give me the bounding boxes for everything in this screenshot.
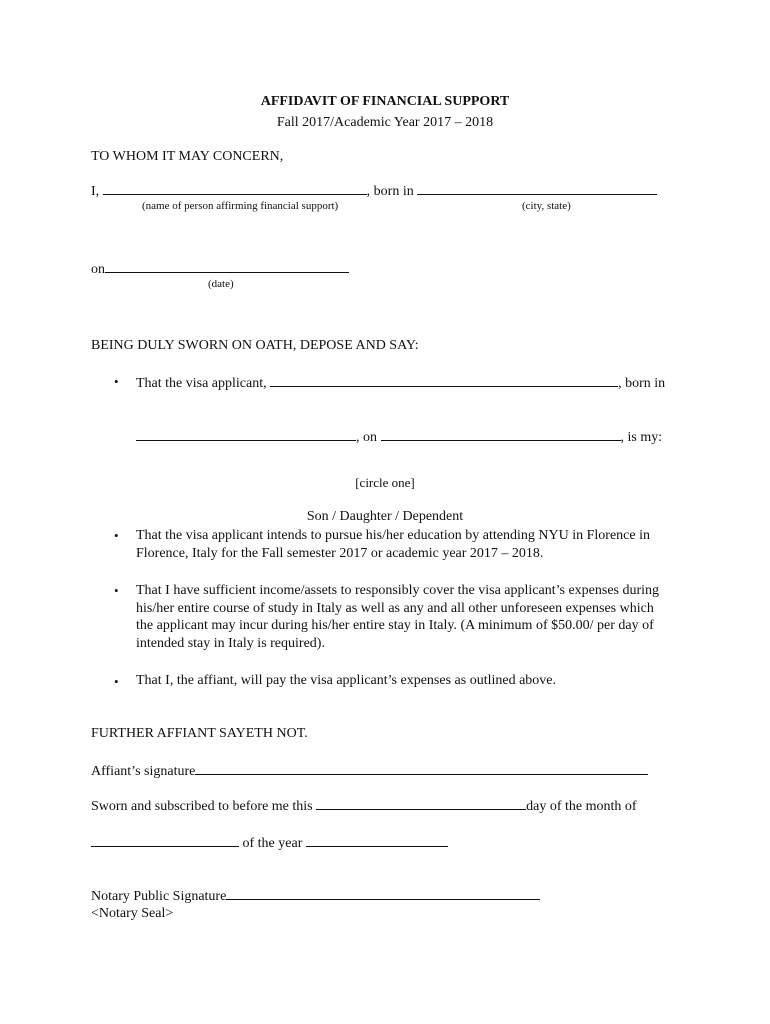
applicant-name-field[interactable] xyxy=(270,374,618,387)
applicant-born-in-text: , born in xyxy=(618,376,666,391)
affirmer-prefix: I, xyxy=(91,184,100,199)
affirmer-line xyxy=(91,182,657,200)
year-field[interactable] xyxy=(306,834,448,847)
bullet-marker: • xyxy=(114,528,119,543)
relationship-text: , is my: xyxy=(620,430,663,445)
city-field-label: (city, state) xyxy=(522,200,571,212)
month-field[interactable] xyxy=(91,834,239,847)
sworn-prefix: Sworn and subscribed to before me this xyxy=(91,799,313,814)
notary-signature-line xyxy=(91,887,540,905)
bullet-marker: • xyxy=(114,674,119,689)
further-text: FURTHER AFFIANT SAYETH NOT. xyxy=(91,726,308,741)
bullet-marker: • xyxy=(114,374,119,389)
month-year-line xyxy=(91,834,448,852)
name-field-label: (name of person affirming financial support) xyxy=(142,200,339,212)
date-prefix: on xyxy=(91,262,105,277)
bullet-payment: That I, the affiant, will pay the visa applicant’s expenses as outlined above. xyxy=(136,673,557,688)
page-subtitle: Fall 2017/Academic Year 2017 – 2018 xyxy=(276,115,494,130)
affiant-signature-field[interactable] xyxy=(195,762,648,775)
date-field-label: (date) xyxy=(208,278,234,290)
affirmer-birthdate-field[interactable] xyxy=(105,260,349,273)
affiant-signature-label: Affiant’s signature xyxy=(91,764,196,779)
notary-signature-field[interactable] xyxy=(226,887,540,900)
circle-one-note: [circle one] xyxy=(355,475,415,490)
applicant-birthdate-field[interactable] xyxy=(381,428,621,441)
bullet-education: That the visa applicant intends to pursue his/her education by attending NYU in Florence in Florence, Italy for the Fall semester 2017 or academic year 2017 – 2018. xyxy=(136,528,650,561)
affiant-signature-line xyxy=(91,762,648,780)
salutation: TO WHOM IT MAY CONCERN, xyxy=(91,149,284,164)
applicant-prefix: That the visa applicant, xyxy=(136,376,267,391)
sworn-suffix: day of the month of xyxy=(526,799,637,814)
affirmer-name-field[interactable] xyxy=(103,182,367,195)
born-in-text: , born in xyxy=(366,184,414,199)
relationship-options: Son / Daughter / Dependent xyxy=(306,509,464,524)
notary-signature-label: Notary Public Signature xyxy=(91,889,227,904)
bullet-marker: • xyxy=(114,583,119,598)
sworn-line xyxy=(91,797,637,815)
notary-seal: <Notary Seal> xyxy=(91,906,174,921)
oath-heading: BEING DULY SWORN ON OATH, DEPOSE AND SAY: xyxy=(91,338,419,353)
of-the-year-text: of the year xyxy=(242,836,303,851)
applicant-birthplace-field[interactable] xyxy=(136,428,356,441)
sworn-day-field[interactable] xyxy=(316,797,526,810)
applicant-detail-line xyxy=(136,428,662,446)
applicant-line xyxy=(136,374,665,392)
applicant-on-text: , on xyxy=(356,430,377,445)
affirmer-birthplace-field[interactable] xyxy=(417,182,657,195)
bullet-income: That I have sufficient income/assets to responsibly cover the visa applicant’s expenses during his/her entire course of study in Italy as well as any and all other unforeseen expenses which the applicant may incur during his/her entire stay in Italy. (A minimum of $50.00/ per day of intended stay in Italy is required). xyxy=(136,583,660,651)
page-title: AFFIDAVIT OF FINANCIAL SUPPORT xyxy=(260,94,510,109)
date-line xyxy=(91,260,349,278)
